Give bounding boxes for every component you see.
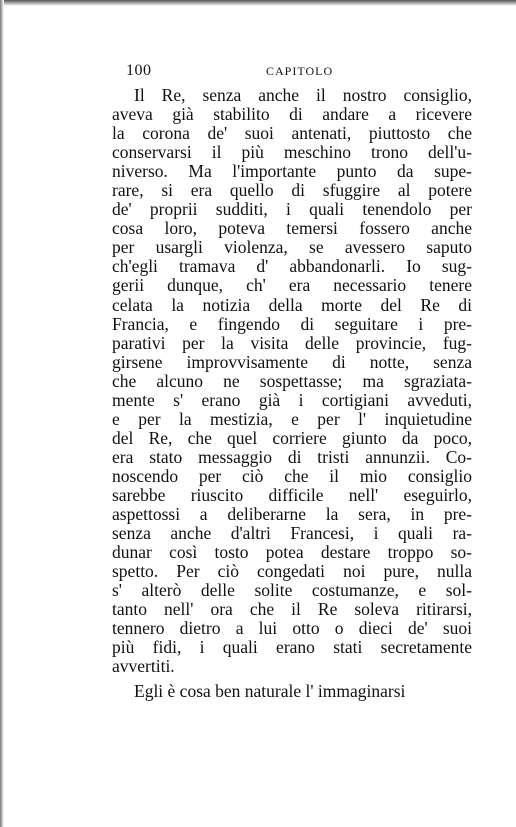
text-line: rare, si era quello di sfuggire al potere — [112, 180, 472, 201]
text-line: più fidi, i quali erano stati secretamente — [112, 637, 472, 658]
text-line: la corona de' suoi antenati, piuttosto che — [112, 123, 472, 144]
text-line: Egli è cosa ben naturale l' immaginarsi — [134, 681, 406, 702]
text-line: aspettossi a deliberarne la sera, in pre- — [112, 504, 472, 525]
text-line: sarebbe riuscito difficile nell' eseguirlo, — [112, 484, 472, 505]
text-line: per usargli violenza, se avessero saputo — [112, 237, 472, 258]
text-line: e per la mestizia, e per l' inquietudine — [112, 408, 472, 429]
text-line: parativi per la visita delle provincie, fug- — [112, 332, 472, 353]
text-line: conservarsi il più meschino trono dell'u- — [112, 142, 472, 163]
text-line: tanto nell' ora che il Re soleva ritirarsi, — [112, 599, 472, 620]
text-line: era stato messaggio di tristi annunzii. Co- — [112, 446, 472, 467]
text-line: mente s' erano già i cortigiani avveduti, — [112, 389, 472, 410]
page-edge-top — [0, 0, 516, 6]
running-head: CAPITOLO — [266, 64, 334, 78]
text-line: avvertiti. — [112, 656, 175, 677]
body-text — [112, 86, 472, 702]
text-line: girsene improvvisamente di notte, senza — [112, 351, 472, 372]
text-line: noscendo per ciò che il mio consiglio — [112, 465, 472, 486]
text-line: Francia, e fingendo di seguitare i pre- — [112, 313, 472, 334]
text-line: niverso. Ma l'importante punto da supe- — [112, 161, 472, 182]
text-line: tennero dietro a lui otto o dieci de' suoi — [112, 618, 472, 639]
text-line: senza anche d'altri Francesi, i quali ra- — [112, 523, 472, 544]
paragraph — [112, 86, 472, 676]
text-line: s' alterò delle solite costumanze, e sol- — [112, 580, 472, 601]
text-line: del Re, che quel corriere giunto da poco, — [112, 427, 472, 448]
text-line: dunar così tosto potea destare troppo so- — [112, 542, 472, 563]
page-header — [126, 62, 466, 82]
text-line: de' proprii sudditi, i quali tenendolo per — [112, 199, 472, 220]
text-line: aveva già stabilito di andare a ricevere — [112, 104, 472, 125]
text-line: ch'egli tramava d' abbandonarli. Io sug- — [112, 256, 472, 277]
text-line: celata la notizia della morte del Re di — [112, 294, 472, 315]
text-line: che alcuno ne sospettasse; ma sgraziata- — [112, 370, 472, 391]
text-line: Il Re, senza anche il nostro consiglio, — [134, 85, 472, 105]
paragraph — [112, 682, 472, 701]
page-number: 100 — [126, 62, 152, 79]
text-line: spetto. Per ciò congedati noi pure, nulla — [112, 561, 472, 582]
text-line: gerii dunque, ch' era necessario tenere — [112, 275, 472, 296]
text-line: cosa loro, poteva temersi fossero anche — [112, 218, 472, 239]
page-edge-left — [0, 0, 4, 827]
